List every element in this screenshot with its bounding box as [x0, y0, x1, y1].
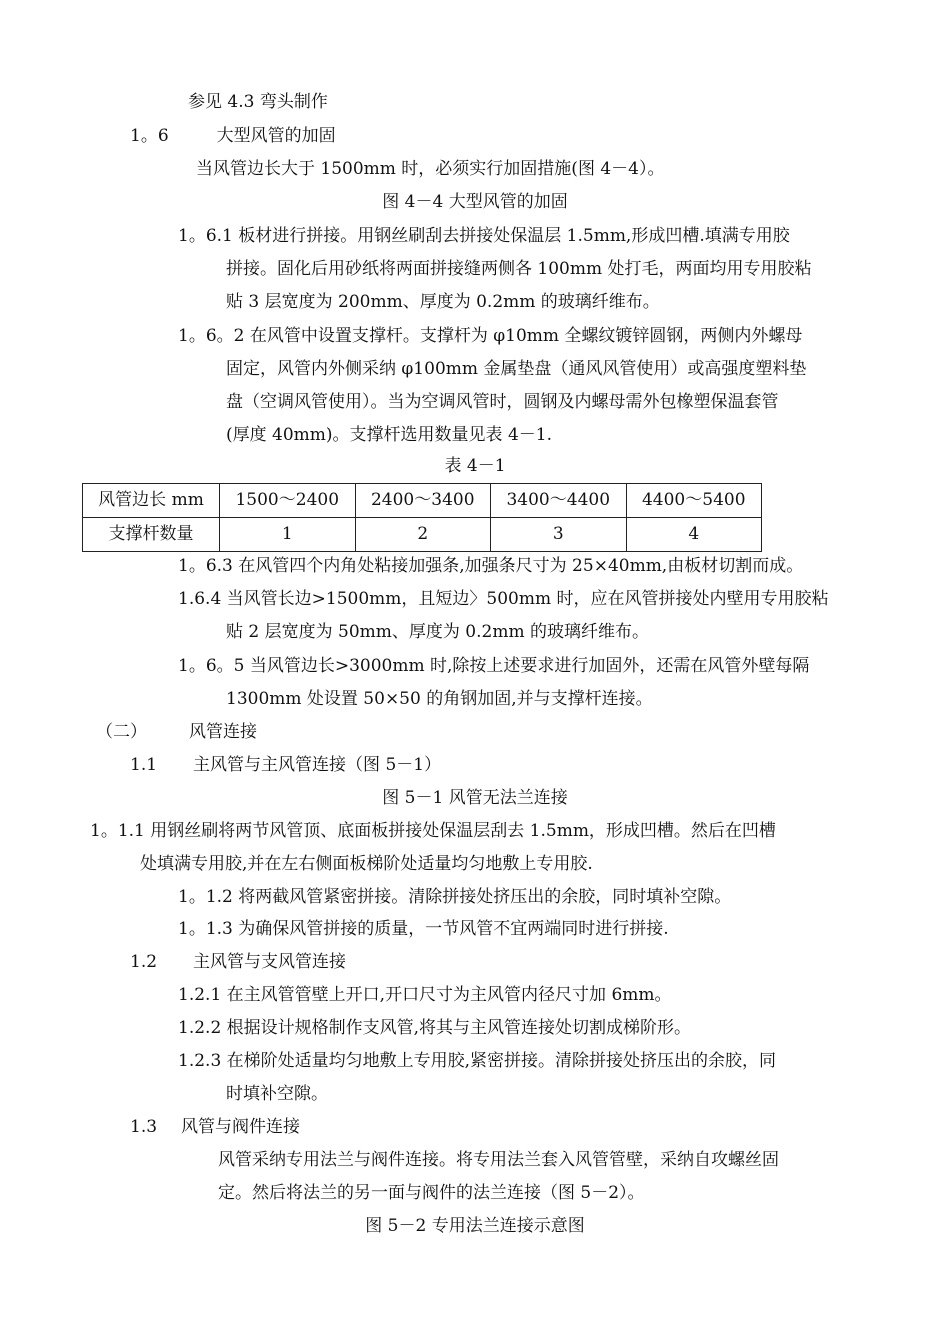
table-cell: 1500～2400 — [220, 484, 356, 518]
section-number: 1.1 — [130, 755, 158, 775]
reference-line: 参见 4.3 弯头制作 — [188, 92, 328, 112]
paragraph-line: 1。6.1 板材进行拼接。用钢丝刷刮去拼接处保温层 1.5mm,形成凹槽.填满专用胶 — [178, 226, 790, 246]
paragraph-line: 处填满专用胶,并在左右侧面板梯阶处适量均匀地敷上专用胶. — [140, 854, 593, 874]
paragraph-line: 1。6.3 在风管四个内角处粘接加强条,加强条尺寸为 25×40mm,由板材切割而成。 — [178, 556, 804, 576]
paragraph-line: 1。1.3 为确保风管拼接的质量，一节风管不宜两端同时进行拼接. — [178, 919, 669, 939]
section-heading-2 — [96, 716, 257, 749]
table-row — [83, 518, 762, 552]
table-cell: 4400～5400 — [626, 484, 762, 518]
section-title: 风管与阀件连接 — [181, 1117, 301, 1137]
paragraph-line: 1。6。5 当风管边长>3000mm 时,除按上述要求进行加固外，还需在风管外壁每隔 — [178, 656, 810, 676]
table-cell: 3400～4400 — [491, 484, 627, 518]
paragraph-line: 1.2.1 在主风管管壁上开口,开口尺寸为主风管内径尺寸加 6mm。 — [178, 985, 672, 1005]
paragraph-line: 时填补空隙。 — [226, 1084, 328, 1104]
section-title: 主风管与支风管连接 — [193, 952, 347, 972]
paragraph-line: 拼接。固化后用砂纸将两面拼接缝两侧各 100mm 处打毛，两面均用专用胶粘 — [226, 259, 812, 279]
section-title: 风管连接 — [189, 722, 257, 742]
paragraph-line: 定。然后将法兰的另一面与阀件的法兰连接（图 5－2）。 — [218, 1183, 645, 1203]
section-number: 1。6 — [130, 126, 169, 146]
section-title: 大型风管的加固 — [216, 126, 336, 146]
table-header-cell: 风管边长 mm — [83, 484, 220, 518]
paragraph-line: 1.2.3 在梯阶处适量均匀地敷上专用胶,紧密拼接。清除拼接处挤压出的余胶，同 — [178, 1051, 777, 1071]
paragraph-line: 贴 2 层宽度为 50mm、厚度为 0.2mm 的玻璃纤维布。 — [226, 622, 649, 642]
figure-caption: 图 4－4 大型风管的加固 — [382, 192, 568, 212]
figure-caption: 图 5－2 专用法兰连接示意图 — [365, 1216, 585, 1236]
figure-caption: 图 5－1 风管无法兰连接 — [382, 788, 568, 808]
paragraph-line: 盘（空调风管使用）。当为空调风管时，圆钢及内螺母需外包橡塑保温套管 — [226, 392, 779, 412]
section-number: 1.2 — [130, 952, 158, 972]
paragraph-line: 1300mm 处设置 50×50 的角钢加固,并与支撑杆连接。 — [226, 689, 653, 709]
paragraph-line: 1。1.1 用钢丝刷将两节风管顶、底面板拼接处保温层刮去 1.5mm，形成凹槽。然后在凹槽 — [90, 821, 776, 841]
paragraph-line: 1.2.2 根据设计规格制作支风管,将其与主风管连接处切割成梯阶形。 — [178, 1018, 692, 1038]
paragraph-line: 固定，风管内外侧采纳 φ100mm 金属垫盘（通风风管使用）或高强度塑料垫 — [226, 359, 807, 379]
section-heading-1-6 — [130, 120, 336, 153]
table-header-cell: 支撑杆数量 — [83, 518, 220, 552]
table-cell: 4 — [626, 518, 762, 552]
table-cell: 2 — [355, 518, 491, 552]
table-row — [83, 484, 762, 518]
paragraph-line: 1。1.2 将两截风管紧密拼接。清除拼接处挤压出的余胶，同时填补空隙。 — [178, 887, 732, 907]
support-rod-table — [82, 483, 762, 552]
paragraph-line: 1。6。2 在风管中设置支撑杆。支撑杆为 φ10mm 全螺纹镀锌圆钢，两侧内外螺母 — [178, 326, 803, 346]
paragraph-line: 1.6.4 当风管长边>1500mm，且短边〉500mm 时，应在风管拼接处内壁用专用胶粘 — [178, 589, 829, 609]
table-cell: 2400～3400 — [355, 484, 491, 518]
paragraph-line: (厚度 40mm)。支撑杆选用数量见表 4－1. — [226, 425, 552, 445]
section-number: （二） — [96, 722, 147, 742]
section-number: 1.3 — [130, 1117, 158, 1137]
table-cell: 1 — [220, 518, 356, 552]
section-heading-1-1 — [130, 749, 441, 782]
section-heading-1-3 — [130, 1111, 300, 1144]
section-title: 主风管与主风管连接（图 5－1） — [193, 755, 442, 775]
table-caption: 表 4－1 — [444, 456, 506, 476]
paragraph-line: 贴 3 层宽度为 200mm、厚度为 0.2mm 的玻璃纤维布。 — [226, 292, 660, 312]
paragraph-line: 当风管边长大于 1500mm 时，必须实行加固措施(图 4－4）。 — [196, 159, 665, 179]
section-heading-1-2 — [130, 946, 346, 979]
table-cell: 3 — [491, 518, 627, 552]
paragraph-line: 风管采纳专用法兰与阀件连接。将专用法兰套入风管管壁，采纳自攻螺丝固 — [218, 1150, 779, 1170]
